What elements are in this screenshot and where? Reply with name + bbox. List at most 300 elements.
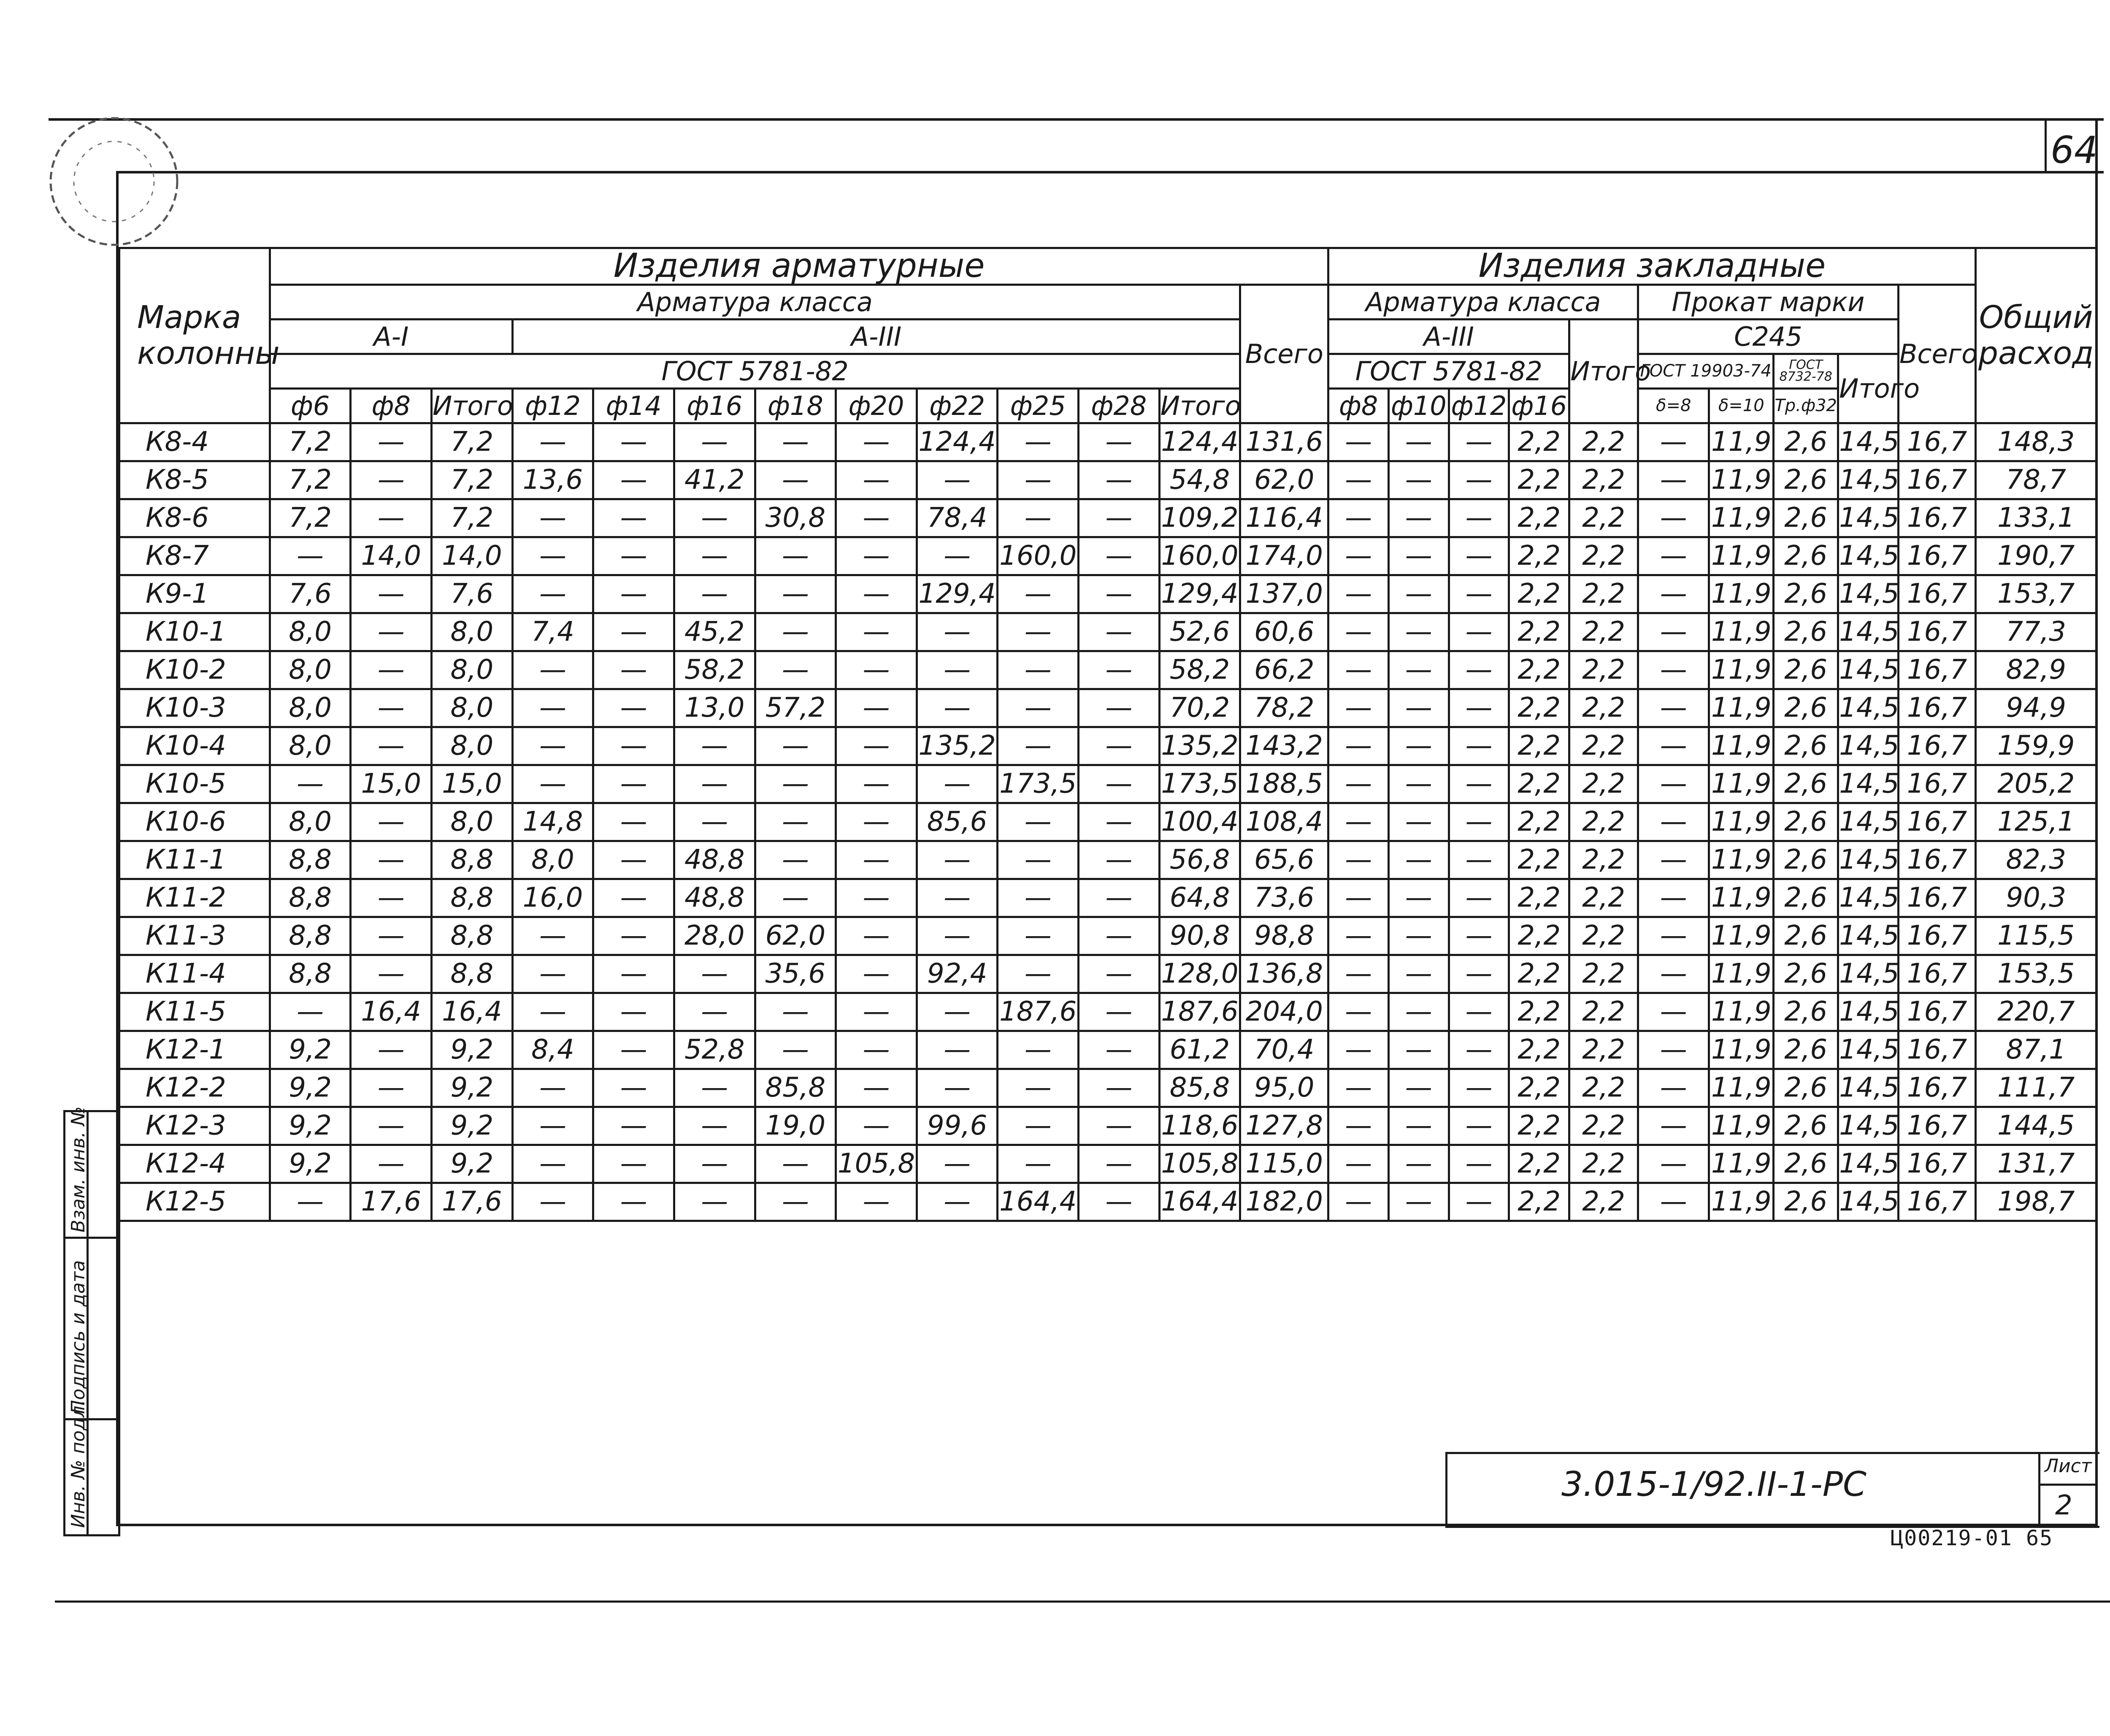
value-cell: — xyxy=(1449,1069,1509,1107)
value-cell: 19,0 xyxy=(755,1107,836,1145)
embedded-class-a3-header: А-III xyxy=(1328,319,1569,354)
value-cell: — xyxy=(917,537,998,575)
value-cell: 2,6 xyxy=(1774,955,1838,993)
value-cell: — xyxy=(998,499,1079,537)
value-cell: — xyxy=(1449,917,1509,955)
value-cell: 8,0 xyxy=(270,613,351,651)
value-cell: — xyxy=(836,727,917,765)
value-cell: — xyxy=(755,993,836,1031)
value-cell: — xyxy=(512,1107,593,1145)
value-cell: 16,7 xyxy=(1898,1107,1976,1145)
value-cell: 2,6 xyxy=(1774,537,1838,575)
value-cell: 204,0 xyxy=(1240,993,1328,1031)
value-cell: 16,7 xyxy=(1898,1069,1976,1107)
value-cell: — xyxy=(1079,1183,1160,1221)
table-row xyxy=(119,727,2096,765)
value-cell: 2,2 xyxy=(1569,499,1638,537)
value-cell: — xyxy=(836,765,917,803)
value-cell: — xyxy=(351,955,432,993)
value-cell: 66,2 xyxy=(1240,651,1328,689)
value-cell: — xyxy=(1449,727,1509,765)
value-cell: 11,9 xyxy=(1709,727,1774,765)
value-cell: 11,9 xyxy=(1709,1069,1774,1107)
value-cell: — xyxy=(1638,499,1709,537)
value-cell: — xyxy=(755,727,836,765)
col-header-embedded: ф10 xyxy=(1388,388,1449,423)
value-cell: — xyxy=(755,461,836,499)
value-cell: 135,2 xyxy=(1159,727,1240,765)
frame-top-line xyxy=(49,118,2104,121)
value-cell: — xyxy=(998,1031,1079,1069)
value-cell: — xyxy=(1638,765,1709,803)
column-mark-cell: К11-3 xyxy=(119,917,270,955)
rolled-gost-2-header: ГОСТ 8732-78 xyxy=(1774,354,1838,388)
value-cell: — xyxy=(674,1183,755,1221)
value-cell: — xyxy=(512,993,593,1031)
value-cell: — xyxy=(1328,613,1389,651)
value-cell: 14,0 xyxy=(432,537,513,575)
value-cell: — xyxy=(1079,765,1160,803)
value-cell: 2,2 xyxy=(1569,461,1638,499)
value-cell: — xyxy=(1449,765,1509,803)
value-cell: 190,7 xyxy=(1976,537,2096,575)
value-cell: 9,2 xyxy=(270,1107,351,1145)
value-cell: 2,6 xyxy=(1774,1069,1838,1107)
column-mark-cell: К8-6 xyxy=(119,499,270,537)
value-cell: — xyxy=(593,499,674,537)
value-cell: — xyxy=(593,461,674,499)
value-cell: 58,2 xyxy=(674,651,755,689)
column-mark-cell: К11-4 xyxy=(119,955,270,993)
value-cell: 14,0 xyxy=(351,537,432,575)
value-cell: — xyxy=(755,803,836,841)
value-cell: — xyxy=(512,1145,593,1183)
document-code: 3.015-1/92.II-1-РС xyxy=(1561,1465,1867,1504)
value-cell: — xyxy=(998,689,1079,727)
value-cell: 2,6 xyxy=(1774,1145,1838,1183)
value-cell: — xyxy=(836,1183,917,1221)
value-cell: 131,7 xyxy=(1976,1145,2096,1183)
col-header-a3: Итого xyxy=(1159,388,1240,423)
value-cell: 9,2 xyxy=(270,1145,351,1183)
embedded-total-header: Всего xyxy=(1898,284,1976,423)
value-cell: — xyxy=(917,841,998,879)
value-cell: — xyxy=(1638,537,1709,575)
value-cell: 9,2 xyxy=(432,1031,513,1069)
value-cell: 2,2 xyxy=(1569,689,1638,727)
value-cell: — xyxy=(917,917,998,955)
value-cell: 16,7 xyxy=(1898,575,1976,613)
value-cell: 8,8 xyxy=(432,879,513,917)
value-cell: — xyxy=(836,1069,917,1107)
column-mark-cell: К12-2 xyxy=(119,1069,270,1107)
reinforcement-products-header: Изделия арматурные xyxy=(270,248,1328,285)
value-cell: — xyxy=(1079,1031,1160,1069)
sheet-box-divider xyxy=(2038,1484,2097,1486)
value-cell: — xyxy=(1079,575,1160,613)
archive-number: Ц00219-01 65 xyxy=(1891,1526,2053,1550)
value-cell: 11,9 xyxy=(1709,917,1774,955)
value-cell: 2,6 xyxy=(1774,727,1838,765)
value-cell: 2,6 xyxy=(1774,765,1838,803)
value-cell: — xyxy=(1328,537,1389,575)
value-cell: 16,7 xyxy=(1898,765,1976,803)
value-cell: — xyxy=(1638,1145,1709,1183)
value-cell: — xyxy=(351,727,432,765)
value-cell: — xyxy=(674,537,755,575)
value-cell: 48,8 xyxy=(674,879,755,917)
value-cell: 11,9 xyxy=(1709,841,1774,879)
value-cell: 14,5 xyxy=(1838,879,1899,917)
value-cell: 14,5 xyxy=(1838,765,1899,803)
value-cell: 78,4 xyxy=(917,499,998,537)
value-cell: 148,3 xyxy=(1976,423,2096,461)
embedded-subtotal-header: Итого xyxy=(1569,319,1638,423)
value-cell: 62,0 xyxy=(1240,461,1328,499)
value-cell: 16,7 xyxy=(1898,499,1976,537)
value-cell: 14,5 xyxy=(1838,689,1899,727)
value-cell: 2,2 xyxy=(1509,651,1569,689)
column-mark-cell: К12-3 xyxy=(119,1107,270,1145)
value-cell: — xyxy=(1328,461,1389,499)
value-cell: — xyxy=(1388,879,1449,917)
sheet-number: 2 xyxy=(2055,1490,2072,1521)
value-cell: 2,2 xyxy=(1509,955,1569,993)
value-cell: 2,2 xyxy=(1509,841,1569,879)
value-cell: 2,6 xyxy=(1774,841,1838,879)
table-row xyxy=(119,917,2096,955)
value-cell: 7,2 xyxy=(270,423,351,461)
value-cell: 164,4 xyxy=(1159,1183,1240,1221)
col-header-rolled: Тр.ф32 xyxy=(1774,388,1838,423)
value-cell: 13,0 xyxy=(674,689,755,727)
value-cell: — xyxy=(836,461,917,499)
value-cell: 2,2 xyxy=(1569,727,1638,765)
value-cell: 7,2 xyxy=(270,461,351,499)
value-cell: — xyxy=(1328,651,1389,689)
value-cell: — xyxy=(593,1145,674,1183)
table-row xyxy=(119,613,2096,651)
value-cell: — xyxy=(917,651,998,689)
value-cell: — xyxy=(1328,575,1389,613)
value-cell: — xyxy=(674,499,755,537)
value-cell: 9,2 xyxy=(432,1107,513,1145)
value-cell: — xyxy=(998,613,1079,651)
value-cell: 159,9 xyxy=(1976,727,2096,765)
class-a3-header: А-III xyxy=(512,319,1240,354)
value-cell: 99,6 xyxy=(917,1107,998,1145)
value-cell: 14,5 xyxy=(1838,1145,1899,1183)
value-cell: — xyxy=(1079,803,1160,841)
value-cell: — xyxy=(1388,1107,1449,1145)
value-cell: 2,6 xyxy=(1774,651,1838,689)
value-cell: — xyxy=(1638,689,1709,727)
value-cell: — xyxy=(674,1069,755,1107)
value-cell: — xyxy=(593,993,674,1031)
value-cell: — xyxy=(351,1069,432,1107)
value-cell: 8,0 xyxy=(270,689,351,727)
table-row xyxy=(119,651,2096,689)
value-cell: — xyxy=(998,879,1079,917)
value-cell: — xyxy=(1449,841,1509,879)
value-cell: 2,2 xyxy=(1569,803,1638,841)
value-cell: 198,7 xyxy=(1976,1183,2096,1221)
value-cell: — xyxy=(755,613,836,651)
value-cell: — xyxy=(755,1145,836,1183)
value-cell: — xyxy=(512,917,593,955)
value-cell: 173,5 xyxy=(998,765,1079,803)
table-row xyxy=(119,1145,2096,1183)
value-cell: 8,8 xyxy=(270,841,351,879)
value-cell: 54,8 xyxy=(1159,461,1240,499)
value-cell: — xyxy=(593,1069,674,1107)
value-cell: 14,5 xyxy=(1838,423,1899,461)
table-row xyxy=(119,461,2096,499)
value-cell: 16,7 xyxy=(1898,1145,1976,1183)
value-cell: — xyxy=(1449,803,1509,841)
value-cell: — xyxy=(1449,575,1509,613)
value-cell: 16,7 xyxy=(1898,727,1976,765)
value-cell: 11,9 xyxy=(1709,879,1774,917)
value-cell: — xyxy=(1079,689,1160,727)
value-cell: 2,2 xyxy=(1509,537,1569,575)
table-row xyxy=(119,803,2096,841)
value-cell: 108,4 xyxy=(1240,803,1328,841)
value-cell: — xyxy=(836,575,917,613)
value-cell: 82,9 xyxy=(1976,651,2096,689)
column-mark-cell: К11-2 xyxy=(119,879,270,917)
value-cell: — xyxy=(755,575,836,613)
value-cell: 14,5 xyxy=(1838,917,1899,955)
value-cell: — xyxy=(755,651,836,689)
value-cell: 14,5 xyxy=(1838,803,1899,841)
value-cell: — xyxy=(593,537,674,575)
value-cell: 2,6 xyxy=(1774,1107,1838,1145)
value-cell: 174,0 xyxy=(1240,537,1328,575)
value-cell: — xyxy=(593,955,674,993)
value-cell: 2,2 xyxy=(1569,651,1638,689)
column-mark-cell: К10-1 xyxy=(119,613,270,651)
value-cell: — xyxy=(917,1069,998,1107)
value-cell: — xyxy=(351,803,432,841)
value-cell: — xyxy=(512,1183,593,1221)
value-cell: — xyxy=(674,1145,755,1183)
value-cell: — xyxy=(351,613,432,651)
value-cell: 2,6 xyxy=(1774,803,1838,841)
value-cell: 135,2 xyxy=(917,727,998,765)
value-cell: 8,8 xyxy=(270,879,351,917)
value-cell: — xyxy=(593,879,674,917)
value-cell: 8,0 xyxy=(432,689,513,727)
value-cell: 16,7 xyxy=(1898,613,1976,651)
value-cell: 2,2 xyxy=(1569,613,1638,651)
value-cell: 14,5 xyxy=(1838,1031,1899,1069)
value-cell: 52,8 xyxy=(674,1031,755,1069)
value-cell: 16,4 xyxy=(432,993,513,1031)
value-cell: 78,2 xyxy=(1240,689,1328,727)
value-cell: — xyxy=(1079,917,1160,955)
value-cell: — xyxy=(998,461,1079,499)
value-cell: 2,2 xyxy=(1509,1107,1569,1145)
col-header-a3: ф25 xyxy=(998,388,1079,423)
value-cell: — xyxy=(1079,879,1160,917)
table-row xyxy=(119,955,2096,993)
value-cell: 16,7 xyxy=(1898,1031,1976,1069)
value-cell: 2,2 xyxy=(1509,689,1569,727)
column-mark-cell: К12-1 xyxy=(119,1031,270,1069)
value-cell: 2,2 xyxy=(1569,841,1638,879)
value-cell: — xyxy=(1388,499,1449,537)
value-cell: 2,6 xyxy=(1774,917,1838,955)
value-cell: — xyxy=(593,423,674,461)
value-cell: 2,2 xyxy=(1509,499,1569,537)
value-cell: — xyxy=(1388,765,1449,803)
value-cell: — xyxy=(1328,423,1389,461)
value-cell: 2,6 xyxy=(1774,1183,1838,1221)
value-cell: — xyxy=(917,1183,998,1221)
column-mark-cell: К10-3 xyxy=(119,689,270,727)
value-cell: 124,4 xyxy=(1159,423,1240,461)
value-cell: 14,5 xyxy=(1838,537,1899,575)
value-cell: — xyxy=(998,1107,1079,1145)
value-cell: — xyxy=(1449,1107,1509,1145)
value-cell: — xyxy=(1388,993,1449,1031)
value-cell: 2,6 xyxy=(1774,423,1838,461)
value-cell: — xyxy=(1079,1107,1160,1145)
value-cell: 2,6 xyxy=(1774,879,1838,917)
side-stamp-inventory: Инв. № подл. xyxy=(68,1400,89,1528)
value-cell: — xyxy=(1638,993,1709,1031)
value-cell: 2,2 xyxy=(1509,1031,1569,1069)
value-cell: — xyxy=(674,765,755,803)
value-cell: 2,2 xyxy=(1569,993,1638,1031)
value-cell: — xyxy=(593,1031,674,1069)
value-cell: — xyxy=(998,575,1079,613)
value-cell: 2,2 xyxy=(1509,1183,1569,1221)
value-cell: 16,7 xyxy=(1898,917,1976,955)
col-header-a3: ф16 xyxy=(674,388,755,423)
value-cell: 2,2 xyxy=(1509,727,1569,765)
value-cell: 2,2 xyxy=(1509,461,1569,499)
value-cell: — xyxy=(351,423,432,461)
value-cell: — xyxy=(836,651,917,689)
value-cell: 7,2 xyxy=(270,499,351,537)
value-cell: — xyxy=(270,537,351,575)
value-cell: — xyxy=(1079,993,1160,1031)
value-cell: — xyxy=(593,1183,674,1221)
value-cell: 8,0 xyxy=(432,727,513,765)
value-cell: — xyxy=(593,727,674,765)
value-cell: — xyxy=(836,879,917,917)
value-cell: — xyxy=(1449,689,1509,727)
value-cell: — xyxy=(1449,499,1509,537)
value-cell: 35,6 xyxy=(755,955,836,993)
value-cell: 153,7 xyxy=(1976,575,2096,613)
value-cell: 2,2 xyxy=(1509,765,1569,803)
value-cell: 11,9 xyxy=(1709,1107,1774,1145)
value-cell: — xyxy=(998,423,1079,461)
value-cell: 153,5 xyxy=(1976,955,2096,993)
column-mark-cell: К10-6 xyxy=(119,803,270,841)
value-cell: 16,7 xyxy=(1898,955,1976,993)
table-row xyxy=(119,993,2096,1031)
value-cell: — xyxy=(1388,423,1449,461)
value-cell: 2,2 xyxy=(1509,879,1569,917)
value-cell: 11,9 xyxy=(1709,1145,1774,1183)
value-cell: 118,6 xyxy=(1159,1107,1240,1145)
embedded-gost-header: ГОСТ 5781-82 xyxy=(1328,354,1569,388)
value-cell: 64,8 xyxy=(1159,879,1240,917)
page-number: 64 xyxy=(2050,128,2098,172)
value-cell: 2,2 xyxy=(1569,1107,1638,1145)
value-cell: — xyxy=(917,879,998,917)
value-cell: — xyxy=(998,955,1079,993)
value-cell: — xyxy=(1638,803,1709,841)
value-cell: 2,2 xyxy=(1509,993,1569,1031)
value-cell: 125,1 xyxy=(1976,803,2096,841)
value-cell: 105,8 xyxy=(836,1145,917,1183)
value-cell: — xyxy=(674,803,755,841)
value-cell: — xyxy=(270,993,351,1031)
value-cell: 9,2 xyxy=(432,1069,513,1107)
gost-header: ГОСТ 5781-82 xyxy=(270,354,1240,388)
class-a1-header: А-I xyxy=(270,319,512,354)
side-stamp-signature: Подпись и дата xyxy=(68,1260,89,1414)
value-cell: — xyxy=(512,423,593,461)
value-cell: — xyxy=(1079,613,1160,651)
value-cell: — xyxy=(1638,841,1709,879)
value-cell: — xyxy=(1388,955,1449,993)
value-cell: — xyxy=(836,1107,917,1145)
value-cell: — xyxy=(755,841,836,879)
value-cell: 45,2 xyxy=(674,613,755,651)
value-cell: 116,4 xyxy=(1240,499,1328,537)
value-cell: — xyxy=(593,765,674,803)
rolled-grade-header: С245 xyxy=(1638,319,1899,354)
value-cell: — xyxy=(674,423,755,461)
value-cell: — xyxy=(512,499,593,537)
value-cell: 8,0 xyxy=(512,841,593,879)
value-cell: — xyxy=(917,1031,998,1069)
value-cell: 11,9 xyxy=(1709,765,1774,803)
value-cell: 2,2 xyxy=(1569,1069,1638,1107)
value-cell: — xyxy=(674,993,755,1031)
table-row xyxy=(119,423,2096,461)
value-cell: 2,2 xyxy=(1569,955,1638,993)
value-cell: 160,0 xyxy=(998,537,1079,575)
value-cell: — xyxy=(593,651,674,689)
value-cell: — xyxy=(755,1183,836,1221)
value-cell: 14,5 xyxy=(1838,1183,1899,1221)
value-cell: — xyxy=(351,1031,432,1069)
value-cell: — xyxy=(917,765,998,803)
value-cell: 13,6 xyxy=(512,461,593,499)
value-cell: — xyxy=(1328,917,1389,955)
value-cell: 144,5 xyxy=(1976,1107,2096,1145)
value-cell: — xyxy=(1388,689,1449,727)
value-cell: 73,6 xyxy=(1240,879,1328,917)
value-cell: — xyxy=(512,727,593,765)
value-cell: 28,0 xyxy=(674,917,755,955)
side-strip-divider xyxy=(63,1237,116,1239)
value-cell: — xyxy=(1638,461,1709,499)
value-cell: 85,8 xyxy=(1159,1069,1240,1107)
value-cell: 11,9 xyxy=(1709,1183,1774,1221)
value-cell: — xyxy=(1079,841,1160,879)
value-cell: — xyxy=(512,1069,593,1107)
rolled-gost-1-header: ГОСТ 19903-74 xyxy=(1638,354,1774,388)
value-cell: 187,6 xyxy=(1159,993,1240,1031)
